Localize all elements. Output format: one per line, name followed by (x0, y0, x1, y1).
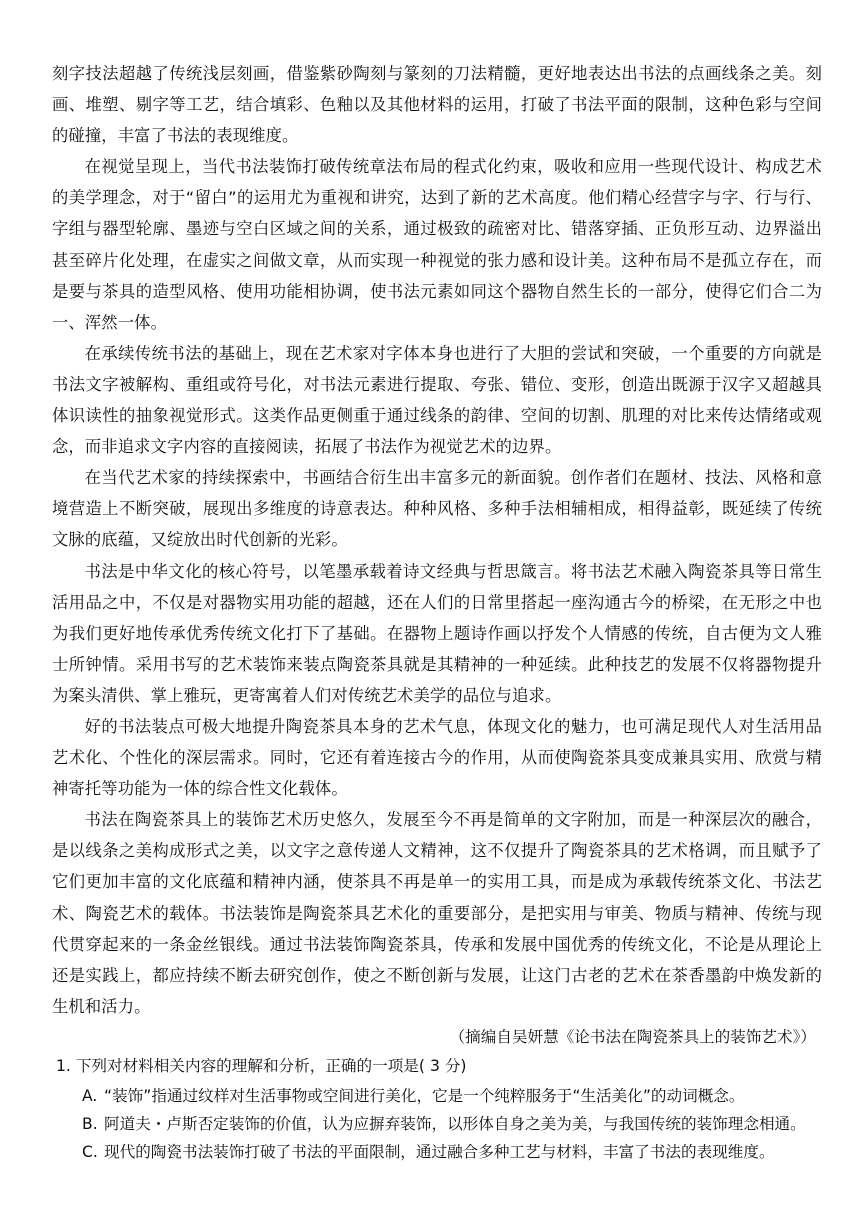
option-text: “装饰”指通过纹样对生活事物或空间进行美化，它是一个纯粹服务于“生活美化”的动词概念。 (104, 1086, 745, 1105)
paragraph-visual-layout: 在视觉呈现上，当代书法装饰打破传统章法布局的程式化约束，吸收和应用一些现代设计、构成艺术的美学理念，对于“留白”的运用尤为重视和讲究，达到了新的艺术高度。他们精心经营字与字、行与行、字组与器型轮廓、墨迹与空白区域之间的关系，通过极致的疏密对比、错落穿插、正负形互动、边界溢出甚至碎片化处理，在虚实之间做文章，从而实现一种视觉的张力感和设计美。这种布局不是孤立存在，而是要与茶具的造型风格、使用功能相协调，使书法元素如同这个器物自然生长的一部分，使得它们合二为一、浑然一体。 (52, 157, 822, 332)
paragraph-conclusion: 书法在陶瓷茶具上的装饰艺术历史悠久，发展至今不再是简单的文字附加，而是一种深层次的融合，是以线条之美构成形式之美，以文字之意传递人文精神，这不仅提升了陶瓷茶具的艺术格调，而且赋予了它们更加丰富的文化底蕴和精神内涵，使茶具不再是单一的实用工具，而是成为承载传统茶文化、书法艺术、陶瓷艺术的载体。书法装饰是陶瓷茶具艺术化的重要部分，是把实用与审美、物质与精神、传统与现代贯穿起来的一条金丝银线。通过书法装饰陶瓷茶具，传承和发展中国优秀的传统文化，不论是从理论上还是实践上，都应持续不断去研究创作，使之不断创新与发展，让这门古老的艺术在茶香墨韵中焕发新的生机和活力。 (52, 810, 822, 1016)
option-text: 现代的陶瓷书法装饰打破了书法的平面限制，通过融合多种工艺与材料，丰富了书法的表现维度。 (104, 1142, 775, 1161)
option-text: 阿道夫・卢斯否定装饰的价值，认为应摒弃装饰，以形体自身之美为美，与我国传统的装饰理念相通。 (104, 1114, 806, 1133)
paragraph-cultural-symbol: 书法是中华文化的核心符号，以笔墨承载着诗文经典与哲思箴言。将书法艺术融入陶瓷茶具等日常生活用品之中，不仅是对器物实用功能的超越，还在人们的日常里搭起一座沟通古今的桥梁，在无形之中也为我们更好地传承优秀传统文化打下了基础。在器物上题诗作画以抒发个人情感的传统，自古便为文人雅士所钟情。采用书写的艺术装饰来装点陶瓷茶具就是其精神的一种延续。此种技艺的发展不仅将器物提升为案头清供、掌上雅玩，更寄寓着人们对传统艺术美学的品位与追求。 (52, 561, 822, 705)
option-letter: A. (82, 1086, 98, 1105)
paragraph-exploration: 在当代艺术家的持续探索中，书画结合衍生出丰富多元的新面貌。创作者们在题材、技法、风格和意境营造上不断突破，展现出多维度的诗意表达。种种风格、多种手法相辅相成，相得益彰，既延续了传统文脉的底蕴，又绽放出时代创新的光彩。 (52, 468, 822, 550)
option-c[interactable] (52, 1141, 822, 1163)
option-letter: B. (82, 1114, 98, 1133)
question-stem: 1. 下列对材料相关内容的理解和分析，正确的一项是( 3 分) (56, 1056, 467, 1075)
paragraph-continued: 刻字技法超越了传统浅层刻画，借鉴紫砂陶刻与篆刻的刀法精髓，更好地表达出书法的点画线条之美。刻画、堆塑、剔字等工艺，结合填彩、色釉以及其他材料的运用，打破了书法平面的限制，这种色彩与空间的碰撞，丰富了书法的表现维度。 (52, 64, 822, 146)
document-page (52, 58, 822, 1169)
option-letter: C. (82, 1142, 98, 1161)
option-a[interactable] (52, 1085, 822, 1107)
paragraph-deconstruction: 在承续传统书法的基础上，现在艺术家对字体本身也进行了大胆的尝试和突破，一个重要的方向就是书法文字被解构、重组或符号化，对书法元素进行提取、夸张、错位、变形，创造出既源于汉字又超越具体识读性的抽象视觉形式。这类作品更侧重于通过线条的韵律、空间的切割、肌理的对比来传达情绪或观念，而非追求文字内容的直接阅读，拓展了书法作为视觉艺术的边界。 (52, 343, 822, 457)
source-citation: （摘编自吴妍慧《论书法在陶瓷茶具上的装饰艺术》） (449, 1027, 816, 1046)
paragraph-artistic-value: 好的书法装点可极大地提升陶瓷茶具本身的艺术气息，体现文化的魅力，也可满足现代人对生活用品艺术化、个性化的深层需求。同时，它还有着连接古今的作用，从而使陶瓷茶具变成兼具实用、欣赏与精神寄托等功能为一体的综合性文化载体。 (52, 716, 822, 799)
option-b[interactable] (52, 1113, 822, 1135)
